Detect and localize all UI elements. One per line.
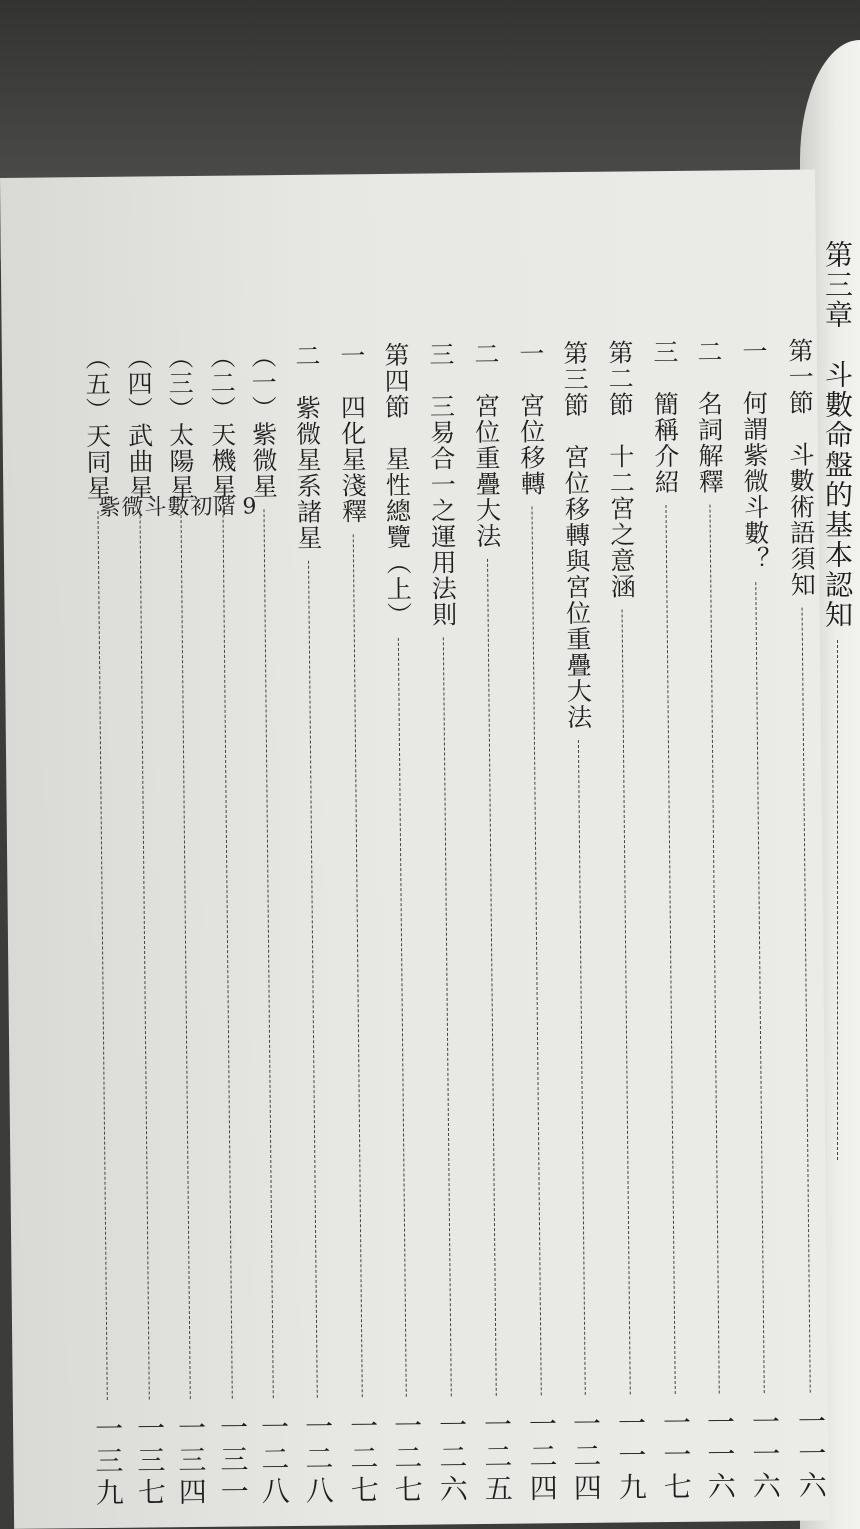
toc-entry-page: 一二四 <box>568 1408 603 1506</box>
toc-entry-leader <box>801 608 810 1393</box>
toc-entry-leader <box>222 510 232 1399</box>
toc-entry <box>599 339 651 1504</box>
toc-entry-leader <box>487 559 497 1396</box>
toc-entry-title: 三 簡稱介紹 <box>649 338 681 496</box>
toc-entry-leader <box>352 534 362 1397</box>
toc-entry-title: 二 紫微星系諸星 <box>291 342 323 551</box>
toc-entry-title: （一）紫微星 <box>247 343 279 500</box>
toc-entry-title: 二 名詞解釋 <box>693 338 725 495</box>
toc-entry-leader <box>139 511 149 1400</box>
toc-entry-title: 第二節 十二宮之意涵 <box>604 339 637 600</box>
toc-entry-page: 一一六 <box>702 1407 737 1504</box>
toc-entry-leader <box>308 561 318 1398</box>
toc-entry-leader <box>180 510 190 1399</box>
toc-entry-page: 一二五 <box>479 1409 514 1507</box>
toc-entry-page: 一三七 <box>132 1413 167 1510</box>
toc-entry-page: 一一七 <box>658 1407 693 1505</box>
toc-entry <box>331 342 383 1507</box>
toc-entry-title: （五）天同星 <box>81 344 113 502</box>
toc-entry-title: 一 宮位移轉 <box>515 340 547 497</box>
toc-entry-page: 一二八 <box>256 1412 291 1509</box>
toc-entry-leader <box>442 637 451 1396</box>
book-title: 紫微斗數初階 <box>98 494 237 521</box>
toc-entry <box>420 341 472 1506</box>
toc-entry-leader <box>665 505 675 1394</box>
toc-entry <box>510 340 562 1505</box>
chapter-title: 第三章 斗數命盤的基本認知 <box>821 240 854 630</box>
toc-entry <box>644 339 696 1504</box>
toc-entry <box>465 341 517 1506</box>
toc-entry-page: 一三九 <box>90 1413 125 1511</box>
toc-entry-title: 第一節 斗數術語須知 <box>784 337 817 598</box>
toc-entry-title: 第四節 星性總覽（上） <box>380 341 413 629</box>
toc-entry-leader <box>531 506 541 1395</box>
toc-entry-leader <box>263 509 273 1398</box>
toc-entry-leader <box>709 505 719 1394</box>
page-number: 9 <box>242 494 258 520</box>
toc-entry-page: 一二八 <box>300 1411 335 1508</box>
toc-entry-leader <box>755 582 764 1393</box>
toc-entry-leader <box>397 638 406 1397</box>
toc-entry-page: 一二六 <box>434 1410 469 1507</box>
toc-entry-page: 一二四 <box>524 1409 559 1506</box>
toc-entry-title: （四）武曲星 <box>123 344 155 501</box>
toc-entry-page: 一一六 <box>747 1406 782 1504</box>
toc-entry-title: 第三節 宮位移轉與宮位重疊大法 <box>559 339 593 731</box>
toc-entry-page: 一一九 <box>613 1408 648 1505</box>
toc-entry-page: 一二七 <box>345 1411 380 1508</box>
toc-entry-title: 一 何謂紫微斗數？ <box>738 337 771 573</box>
toc-entry-page: 一一六 <box>793 1406 828 1503</box>
toc-entry <box>554 340 606 1505</box>
book-page <box>0 169 829 1528</box>
toc-entry-title: 二 宮位重疊大法 <box>470 340 502 550</box>
toc-entry-page: 一三四 <box>173 1412 208 1510</box>
toc-entry-page: 一三一 <box>215 1412 250 1509</box>
toc-entry-title: （二）天機星 <box>206 343 238 500</box>
toc-entry-title: 三 三易合一之運用法則 <box>425 341 458 628</box>
toc-entry-leader <box>577 740 585 1395</box>
toc-entry <box>286 343 338 1508</box>
toc-entry-title: （三）太陽星 <box>164 343 196 501</box>
toc-entry-title: 一 四化星淺釋 <box>336 342 368 525</box>
toc-entry-page: 一二七 <box>389 1410 424 1507</box>
toc-entry <box>375 342 427 1507</box>
toc-entry-leader <box>621 610 630 1395</box>
toc-entry-leader <box>97 511 107 1400</box>
toc-entry <box>733 338 785 1503</box>
chapter-leader <box>837 640 838 1160</box>
toc-entry <box>688 338 740 1503</box>
